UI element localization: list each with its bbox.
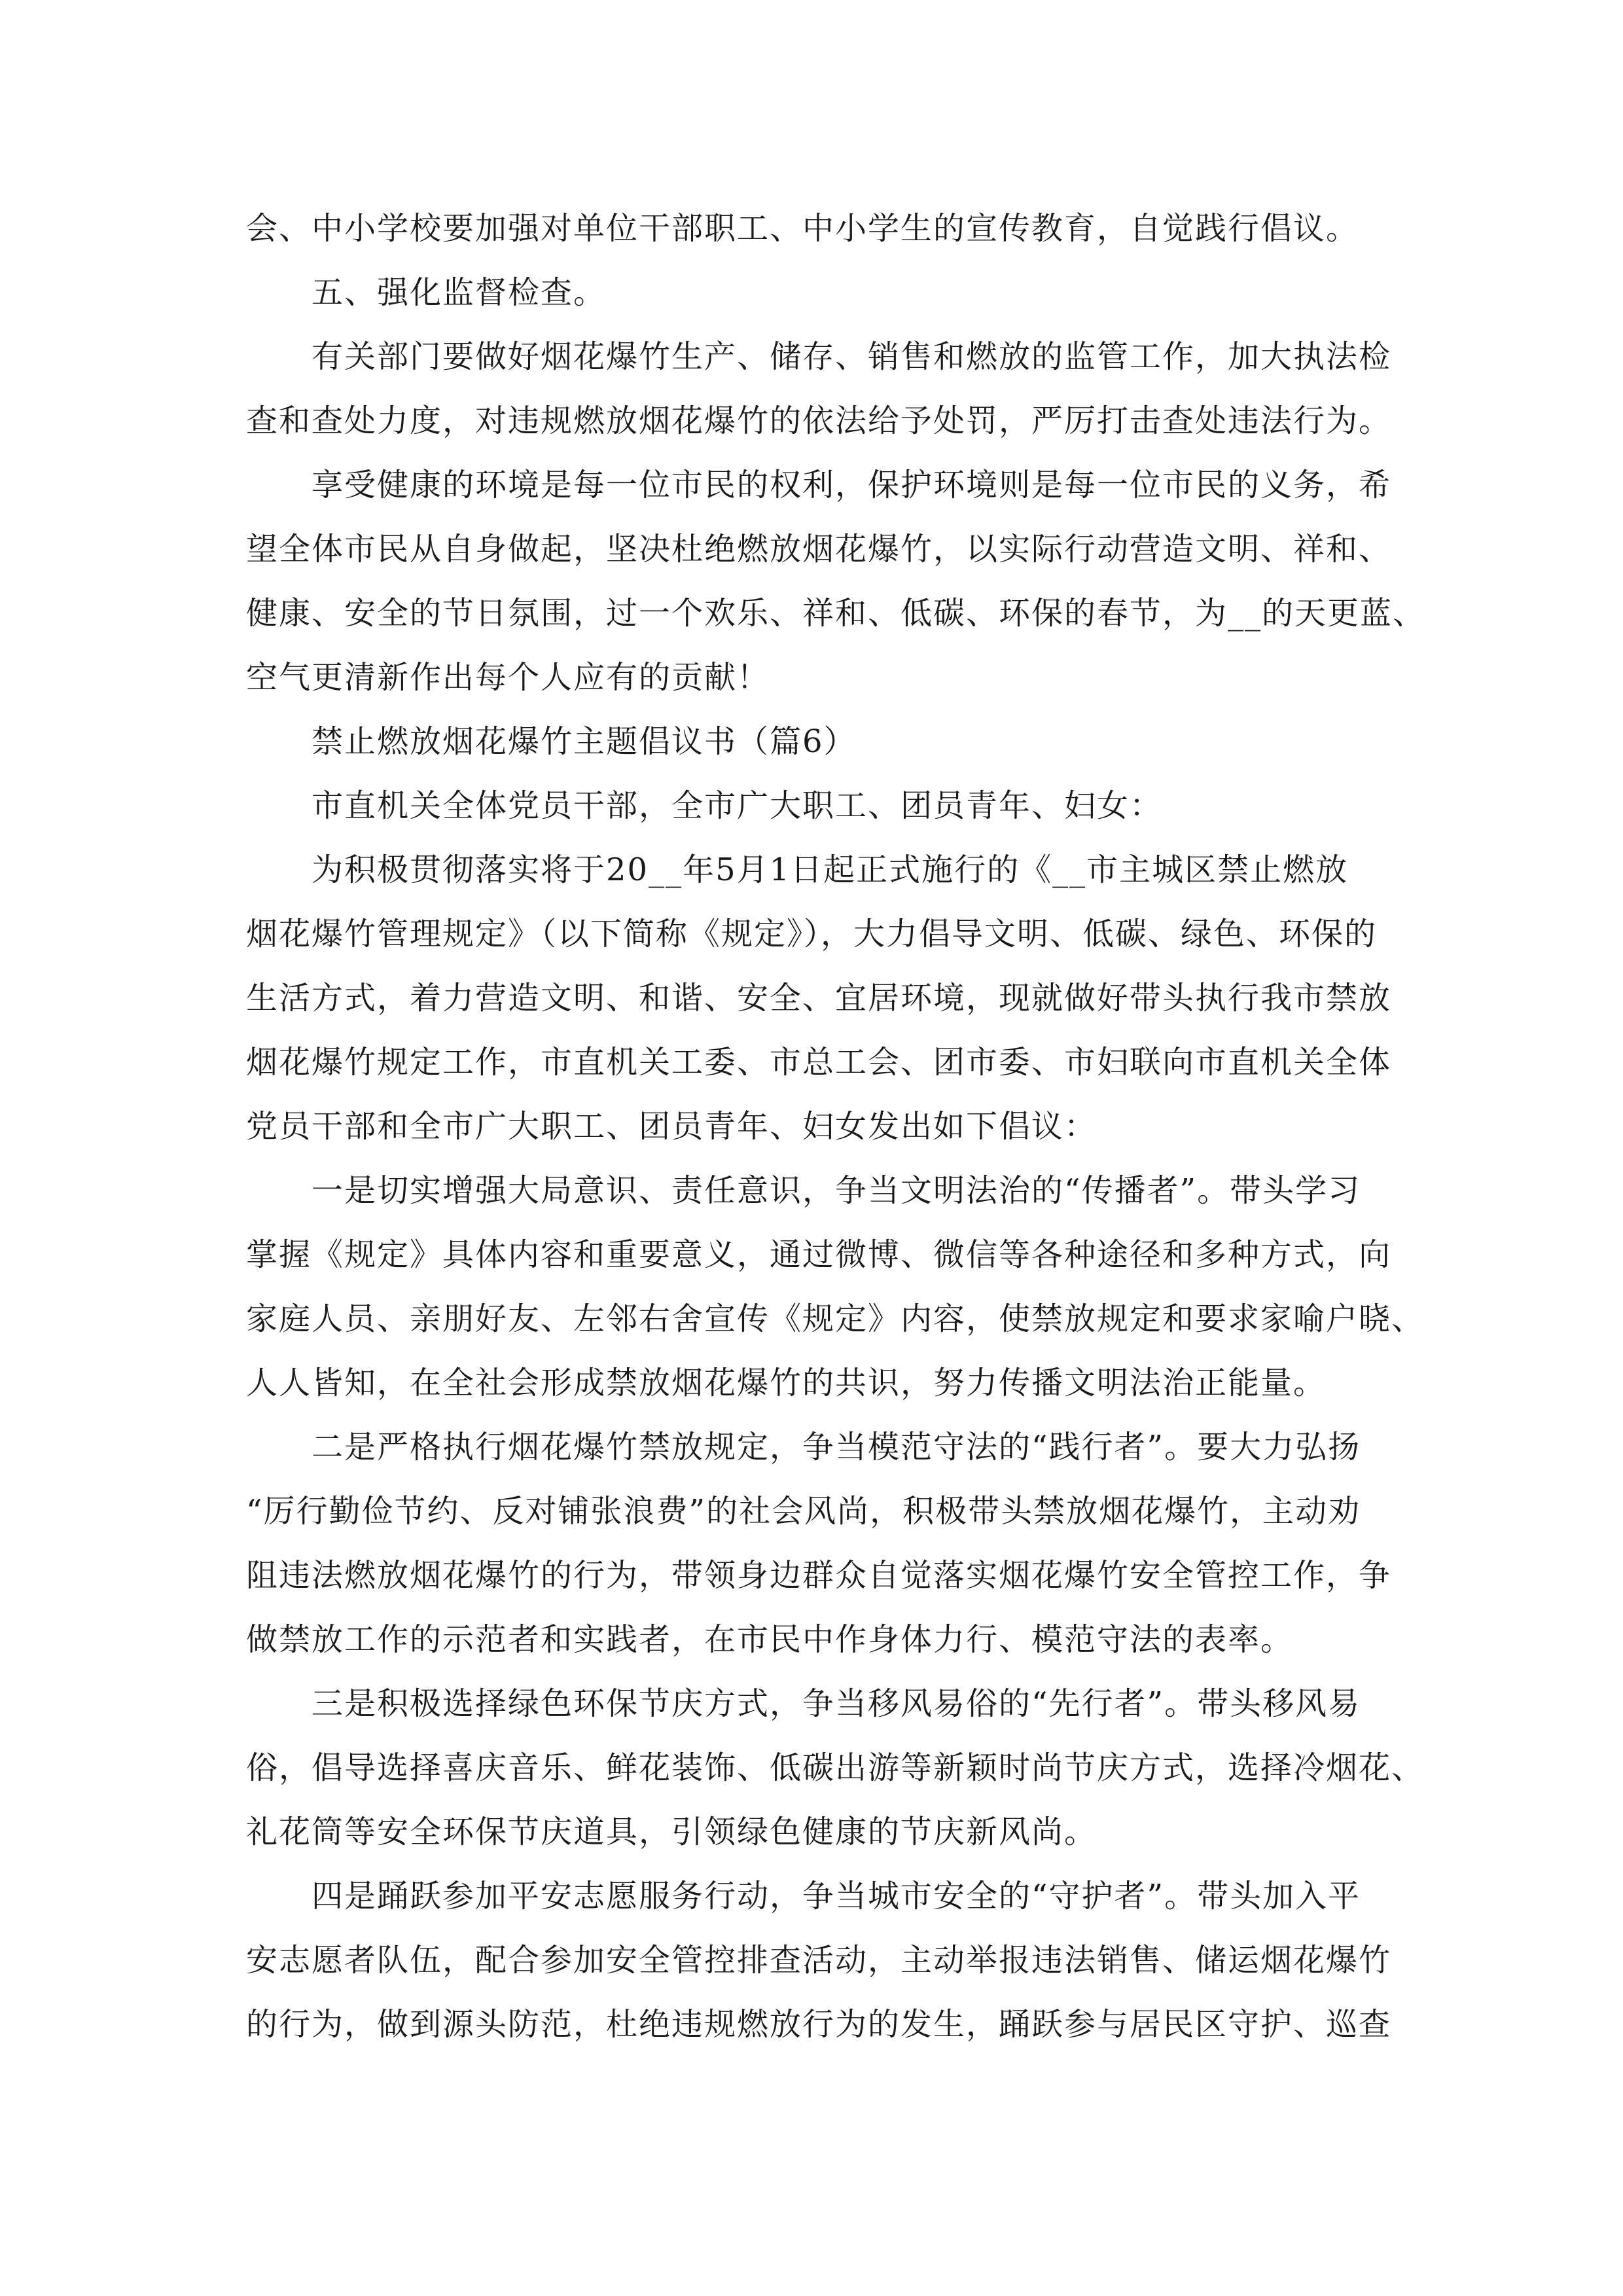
text-line: 会、中小学校要加强对单位干部职工、中小学生的宣传教育，自觉践行倡议。	[246, 210, 1359, 247]
text-line: 望全体市民从自身做起，坚决杜绝燃放烟花爆竹，以实际行动营造文明、祥和、	[246, 531, 1392, 567]
text-line: 人人皆知，在全社会形成禁放烟花爆竹的共识，努力传播文明法治正能量。	[246, 1365, 1327, 1401]
article-title: 禁止燃放烟花爆竹主题倡议书（篇6）	[312, 723, 857, 760]
section-heading: 五、强化监督检查。	[312, 274, 607, 311]
text-line: 烟花爆竹规定工作，市直机关工委、市总工会、团市委、市妇联向市直机关全体	[246, 1044, 1392, 1081]
text-line: 掌握《规定》具体内容和重要意义，通过微博、微信等各种途径和多种方式，向	[246, 1236, 1392, 1273]
text-line: 俗，倡导选择喜庆音乐、鲜花装饰、低碳出游等新颖时尚节庆方式，选择冷烟花、	[246, 1749, 1425, 1786]
text-line: 健康、安全的节日氛围，过一个欢乐、祥和、低碳、环保的春节，为__的天更蓝、	[246, 595, 1426, 632]
text-line: 为积极贯彻落实将于20__年5月1日起正式施行的《__市主城区禁止燃放	[312, 852, 1349, 888]
text-line: 一是切实增强大局意识、责任意识，争当文明法治的“传播者”。带头学习	[312, 1172, 1361, 1209]
text-line: 查和查处力度，对违规燃放烟花爆竹的依法给予处罚，严厉打击查处违法行为。	[246, 403, 1392, 439]
text-line: 有关部门要做好烟花爆竹生产、储存、销售和燃放的监管工作，加大执法检	[312, 338, 1392, 375]
text-line: 生活方式，着力营造文明、和谐、安全、宜居环境，现就做好带头执行我市禁放	[246, 980, 1392, 1016]
text-line: 烟花爆竹管理规定》（以下简称《规定》），大力倡导文明、低碳、绿色、环保的	[246, 916, 1378, 952]
text-line: 礼花筒等安全环保节庆道具，引领绿色健康的节庆新风尚。	[246, 1814, 1097, 1850]
text-line: 空气更清新作出每个人应有的贡献！	[246, 659, 770, 696]
text-line: 二是严格执行烟花爆竹禁放规定，争当模范守法的“践行者”。要大力弘扬	[312, 1429, 1361, 1465]
text-line: 安志愿者队伍，配合参加安全管控排查活动，主动举报违法销售、储运烟花爆竹	[246, 1942, 1392, 1979]
text-line: 的行为，做到源头防范，杜绝违规燃放行为的发生，踊跃参与居民区守护、巡查	[246, 2006, 1392, 2043]
text-line: 党员干部和全市广大职工、团员青年、妇女发出如下倡议：	[246, 1108, 1097, 1145]
text-line: 三是积极选择绿色环保节庆方式，争当移风易俗的“先行者”。带头移风易	[312, 1685, 1361, 1722]
text-line: 家庭人员、亲朋好友、左邻右舍宣传《规定》内容，使禁放规定和要求家喻户晓、	[246, 1300, 1425, 1337]
salutation: 市直机关全体党员干部，全市广大职工、团员青年、妇女：	[312, 787, 1163, 824]
text-line: “厉行勤俭节约、反对铺张浪费”的社会风尚，积极带头禁放烟花爆竹，主动劝	[246, 1493, 1361, 1530]
document-page	[246, 196, 1426, 2056]
text-line: 四是踊跃参加平安志愿服务行动，争当城市安全的“守护者”。带头加入平	[312, 1878, 1361, 1914]
text-line: 享受健康的环境是每一位市民的权利，保护环境则是每一位市民的义务，希	[312, 467, 1392, 503]
text-line: 做禁放工作的示范者和实践者，在市民中作身体力行、模范守法的表率。	[246, 1621, 1294, 1658]
text-line: 阻违法燃放烟花爆竹的行为，带领身边群众自觉落实烟花爆竹安全管控工作，争	[246, 1557, 1392, 1594]
